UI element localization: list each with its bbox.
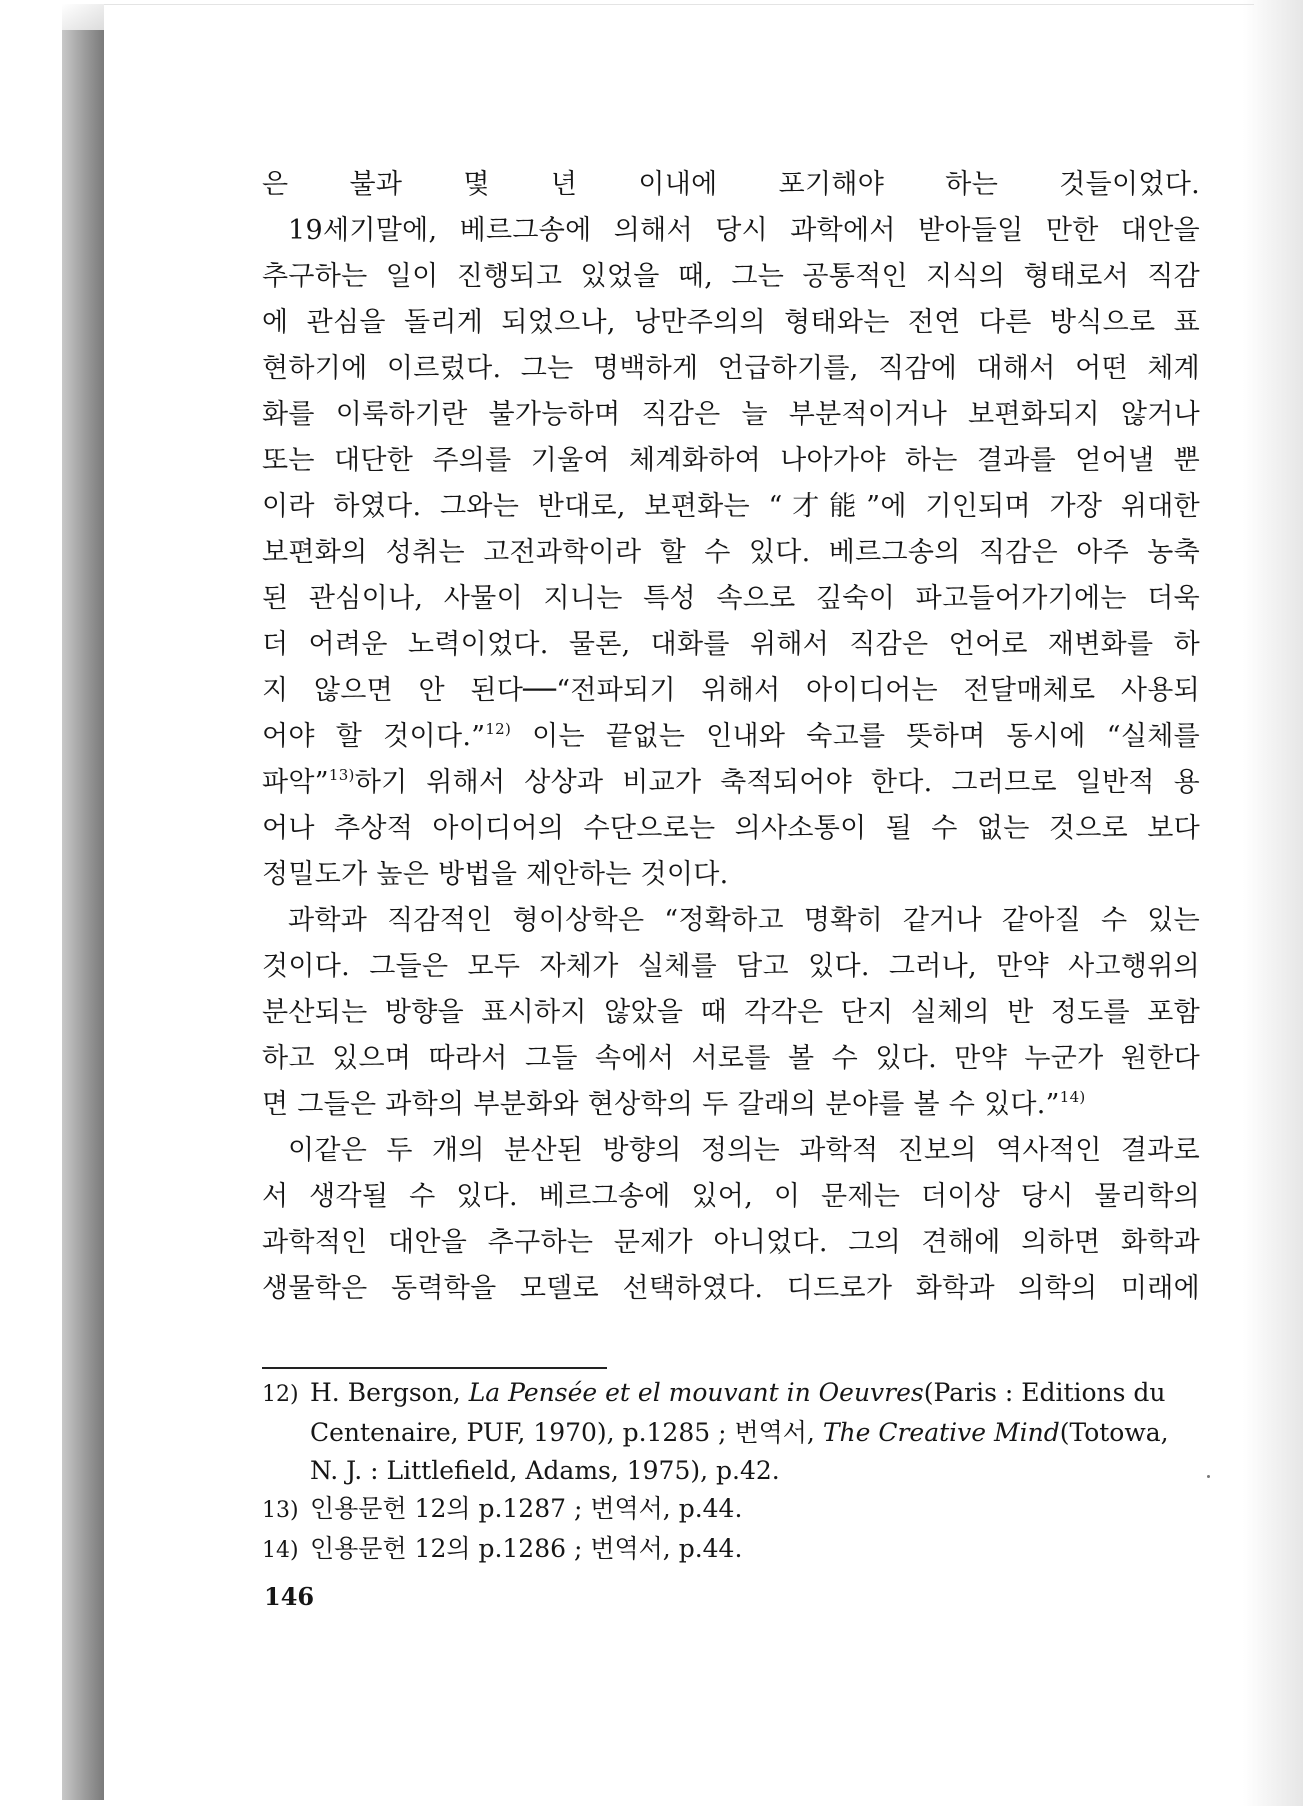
body-line: 보편화의 성취는 고전과학이라 할 수 있다. 베르그송의 직감은 아주 농축: [262, 537, 1200, 568]
body-line: 하고 있으며 따라서 그들 속에서 서로를 볼 수 있다. 만약 누군가 원한다: [262, 1043, 1200, 1074]
body-line: 현하기에 이르렀다. 그는 명백하게 언급하기를, 직감에 대해서 어떤 체계: [262, 353, 1200, 384]
body-line: 에 관심을 돌리게 되었으나, 낭만주의의 형태와는 전연 다른 방식으로 표: [262, 307, 1200, 338]
body-line: [262, 1082, 1200, 1128]
body-line: 된 관심이나, 사물이 지니는 특성 속으로 깊숙이 파고들어가기에는 더욱: [262, 583, 1200, 614]
footnotes: [262, 1374, 1202, 1570]
footnote-12-continued: [262, 1452, 1202, 1490]
body-line: 또는 대단한 주의를 기울여 체계화하여 나아가야 하는 결과를 얻어낼 뿐: [262, 445, 1200, 476]
body-line: 분산되는 방향을 표시하지 않았을 때 각각은 단지 실체의 반 정도를 포함: [262, 997, 1200, 1028]
body-line: 화를 이룩하기란 불가능하며 직감은 늘 부분적이거나 보편화되지 않거나: [262, 399, 1200, 430]
footnote-text: Centenaire, PUF, 1970), p.1285 ; 번역서,: [310, 1418, 823, 1447]
footnote-divider: [262, 1367, 607, 1369]
body-line: 것이다. 그들은 모두 자체가 실체를 담고 있다. 그러나, 만약 사고행위의: [262, 951, 1200, 982]
body-line-segment: 면 그들은 과학의 부분화와 현상학의 두 갈래의 분야를 볼 수 있다.”: [262, 1089, 1060, 1120]
body-line: 과학적인 대안을 추구하는 문제가 아니었다. 그의 견해에 의하면 화학과: [262, 1227, 1200, 1258]
body-line: 이같은 두 개의 분산된 방향의 정의는 과학적 진보의 역사적인 결과로: [288, 1135, 1200, 1166]
body-line-segment: 이는 끝없는 인내와 숙고를 뜻하며 동시에 “실체를: [511, 721, 1200, 752]
footnote-number: 12): [262, 1382, 299, 1407]
body-text: [262, 162, 1200, 1312]
body-line: 서 생각될 수 있다. 베르그송에 있어, 이 문제는 더이상 당시 물리학의: [262, 1181, 1200, 1212]
body-line-segment: 하기 위해서 상상과 비교가 축적되어야 한다. 그러므로 일반적 용: [354, 767, 1200, 798]
body-line: 더 어려운 노력이었다. 물론, 대화를 위해서 직감은 언어로 재변화를 하: [262, 629, 1200, 660]
footnote-title: The Creative Mind: [822, 1418, 1060, 1447]
footnote-14: [262, 1530, 1202, 1570]
body-line: 어나 추상적 아이디어의 수단으로는 의사소통이 될 수 없는 것으로 보다: [262, 813, 1200, 844]
footnote-text: 인용문헌 12의 p.1287 ; 번역서, p.44.: [310, 1494, 743, 1523]
page-number: 146: [264, 1582, 315, 1611]
body-line: [262, 760, 1200, 806]
footnote-text: 인용문헌 12의 p.1286 ; 번역서, p.44.: [310, 1534, 743, 1563]
speck-mark: [1207, 1475, 1210, 1478]
body-line: 은 불과 몇 년 이내에 포기해야 하는 것들이었다.: [262, 169, 1200, 200]
footnote-text: H. Bergson,: [310, 1378, 469, 1407]
body-line: 정밀도가 높은 방법을 제안하는 것이다.: [262, 859, 729, 890]
footnote-number: 13): [262, 1498, 299, 1523]
body-line-segment: 어야 할 것이다.”: [262, 721, 486, 752]
body-line: 생물학은 동력학을 모델로 선택하였다. 디드로가 화학과 의학의 미래에: [262, 1273, 1200, 1304]
footnote-12: [262, 1374, 1202, 1414]
footnote-12-continued: [262, 1414, 1202, 1452]
body-line: 19세기말에, 베르그송에 의해서 당시 과학에서 받아들일 만한 대안을: [288, 215, 1200, 246]
body-line: 추구하는 일이 진행되고 있었을 때, 그는 공통적인 지식의 형태로서 직감: [262, 261, 1200, 292]
footnote-ref-13: 13): [328, 766, 355, 784]
footnote-13: [262, 1490, 1202, 1530]
footnote-ref-12: 12): [485, 720, 512, 738]
footnote-text: (Totowa,: [1059, 1418, 1169, 1447]
body-line: 과학과 직감적인 형이상학은 “정확하고 명확히 같거나 같아질 수 있는: [288, 905, 1200, 936]
footnote-text: N. J. : Littlefield, Adams, 1975), p.42.: [310, 1456, 780, 1485]
body-line: 이라 하였다. 그와는 반대로, 보편화는 “才能”에 기인되며 가장 위대한: [262, 491, 1200, 522]
body-line: 지 않으면 안 된다──“전파되기 위해서 아이디어는 전달매체로 사용되: [262, 675, 1200, 706]
book-spine-edge: [62, 4, 104, 1800]
footnote-number: 14): [262, 1538, 299, 1563]
book-spine-corner: [62, 4, 104, 30]
body-line: [262, 714, 1200, 760]
footnote-text: (Paris : Editions du: [923, 1378, 1166, 1407]
footnote-title: La Pensée et el mouvant in Oeuvres: [468, 1378, 924, 1407]
footnote-ref-14: 14): [1059, 1088, 1086, 1106]
page-edge-shadow: [1243, 0, 1303, 1806]
body-line-segment: 파악”: [262, 767, 329, 798]
